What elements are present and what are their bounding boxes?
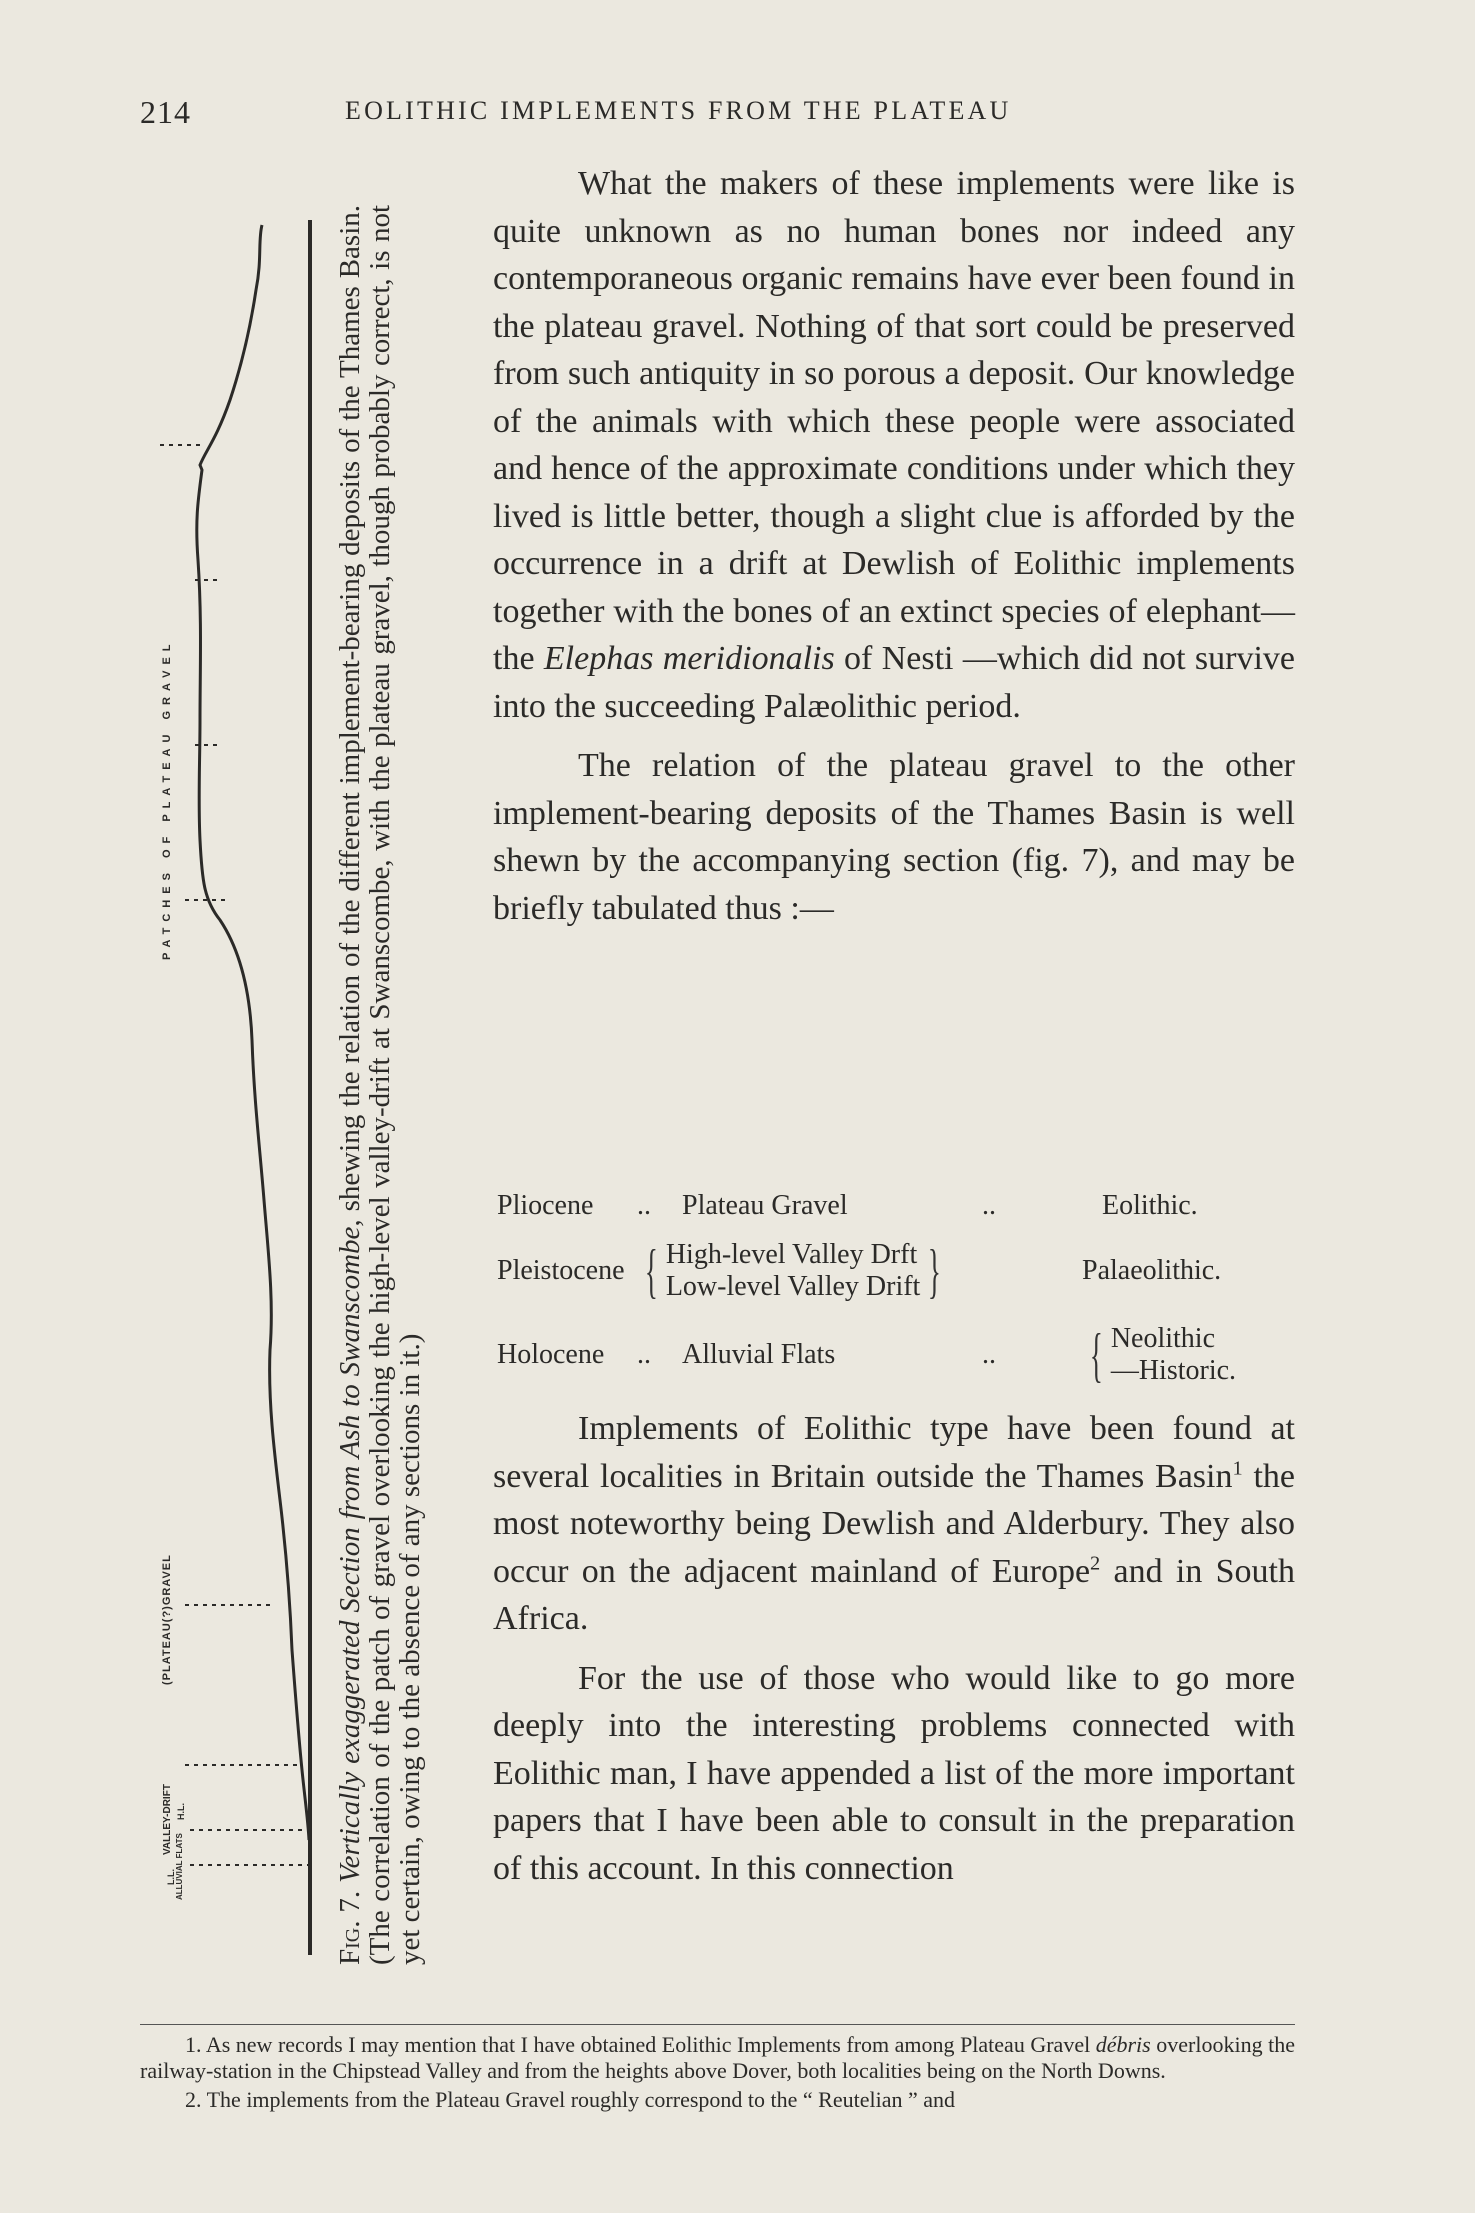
left-brace: { [1089,1322,1103,1388]
footnote-1-italic: débris [1095,2032,1151,2057]
taxon-name: Elephas meridionalis [543,640,835,677]
paragraph-4: For the use of those who would like to go more deeply into the interesting problems connected with Eolithic man, I have appended a list of the more important papers that I have been able to consult in the preparation of this account. In this connection [493,1659,1295,1887]
period-cell: Holocene [497,1339,605,1370]
period-cell: Pleistocene [497,1255,625,1286]
paragraph-3 [493,1405,1295,1643]
paragraph-3-text-b: the most noteworthy being Dewlish and Alderbury. They also occur on the adjacent mainland of Europe [493,1457,1295,1590]
figure-caption [335,205,475,1965]
page-number: 214 [140,94,191,130]
culture-line: Neolithic [1110,1323,1216,1354]
footnote-marker: 2. [185,2087,202,2112]
footnote-2 [140,2087,1295,2113]
footnote-rule [140,2024,1295,2025]
figure-label: Fig. 7. [334,1890,366,1965]
running-head: EOLITHIC IMPLEMENTS FROM THE PLATEAU [345,96,1012,125]
period-cell: Pliocene [497,1190,594,1221]
caption-title: Vertically exaggerated Section from Ash to Swanscombe, [334,1219,366,1883]
paragraph-2: The relation of the plateau gravel to the other implement-bearing deposits of the Thames Basin is well shewn by the accompanying section (fig. 7), and may be briefly tabulated thus :— [493,747,1295,927]
deposit-line: Low-level Valley Drift [665,1271,921,1302]
strata-table [497,1185,1287,1395]
label-hl: H.L. [176,1803,186,1820]
label-plateau-q-gravel: (PLATEAU(?)GRAVEL [161,1554,173,1685]
body-text-continued [493,1405,1295,1892]
footnote-marker: 1. [185,2032,202,2057]
label-valley-drift: VALLEY-DRIFT [162,1784,173,1855]
paragraph-3-text-c: and in South Africa. [493,1552,1295,1637]
label-ll: L.L. [166,1869,176,1885]
paragraph-3-text-a: Implements of Eolithic type have been found at several localities in Britain outside the Thames Basin [493,1410,1295,1495]
deposit-cell: Alluvial Flats [682,1339,836,1370]
footnote-1-text-a: As new records I may mention that I have obtained Eolithic Implements from among Plateau Gravel [205,2032,1096,2057]
leader-dots: .. [637,1190,651,1221]
footnote-2-text: The implements from the Plateau Gravel roughly correspond to the “ Reutelian ” and [206,2087,955,2112]
deposit-line: High-level Valley Drft [665,1239,918,1270]
culture-cell: Palaeolithic. [1082,1255,1222,1286]
deposit-cell: Plateau Gravel [682,1190,848,1221]
culture-cell [1082,1315,1287,1395]
label-alluvial-flats: ALLUVIAL FLATS [175,1833,184,1900]
table-row [497,1227,1287,1315]
label-plateau-gravel: PATCHES OF PLATEAU GRAVEL [161,638,173,960]
footnote-1-text-b: overlooking the railway-station in the Chipstead Valley and from the heights above Dover, both localities being on the North Downs. [140,2032,1295,2083]
leader-dots: .. [982,1190,996,1221]
footnote-1 [140,2032,1295,2084]
paragraph-1-text-a: What the makers of these implements were like is quite unknown as no human bones nor indeed any contemporaneous organic remains have ever been found in the plateau gravel. Nothing of that sort could be preserved from such antiquity in so porous a deposit. Our knowledge of the animals with which these people were associated and hence of the approximate conditions under which they lived is little better, though a slight clue is afforded by the occurrence in a drift at Dewlish of Eolithic implements together with the bones of an extinct species of elephant—the [493,165,1295,677]
table-row [497,1185,1287,1227]
right-brace: } [928,1238,942,1304]
culture-cell: Eolithic. [1102,1190,1198,1221]
caption-text: shewing the relation of the different implement-bearing deposits of the Thames Basin. (The correlation of the patch of gravel overlooking the high-level valley-drift at Swanscombe, with the plateau gravel, though probably correct, is not yet certain, owing to the absence of any sections in it.) [334,204,426,1965]
leader-dots: .. [637,1339,651,1370]
table-row [497,1315,1287,1395]
footnote-ref-1: 1 [1232,1457,1243,1480]
ground-profile [197,225,309,1840]
footnotes [140,2032,1295,2113]
leader-dots: .. [982,1339,996,1370]
left-brace: { [644,1238,658,1304]
footnote-ref-2: 2 [1090,1552,1101,1575]
deposit-cell [637,1227,1082,1315]
paragraph-1-text-b: of Nesti —which did not survive into the succeeding Palæolithic period. [493,640,1296,725]
culture-line: —Historic. [1110,1355,1237,1386]
body-text [493,160,1295,932]
paragraph-1 [493,160,1295,730]
